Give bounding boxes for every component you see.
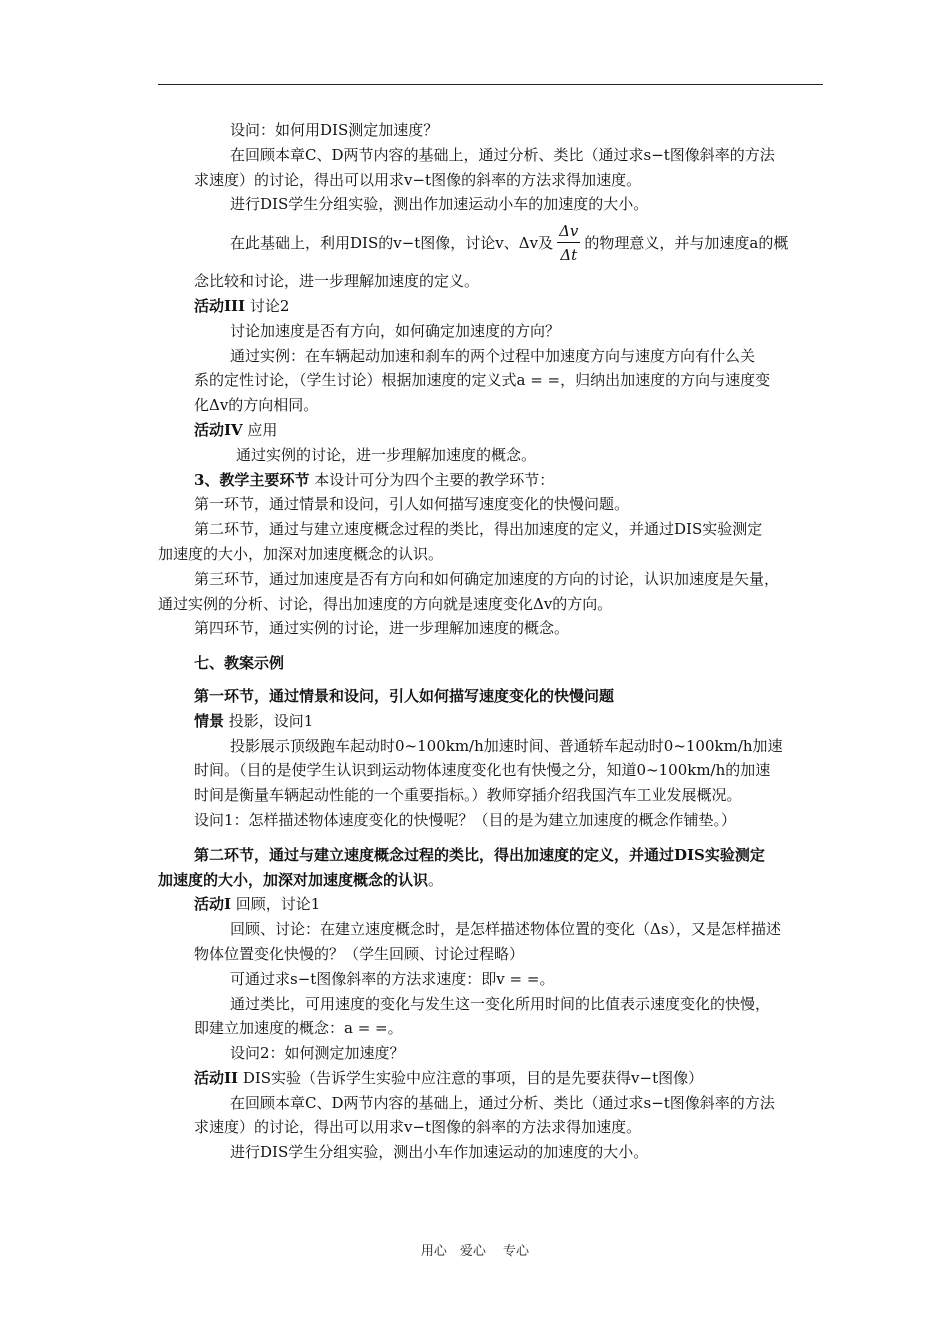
paragraph: 物体位置变化快慢的？（学生回顾、讨论过程略） xyxy=(194,944,525,963)
activity-title: DIS实验（告诉学生实验中应注意的事项，目的是先要获得v−t图像） xyxy=(238,1068,704,1087)
paragraph: 时间。（目的是使学生认识到运动物体速度变化也有快慢之分，知道0~100km/h的加速 xyxy=(194,761,771,780)
paragraph: 在回顾本章C、D两节内容的基础上，通过分析、类比（通过求s−t图像斜率的方法 xyxy=(230,1093,775,1112)
stage-heading: 第一环节，通过情景和设问，引人如何描写速度变化的快慢问题 xyxy=(194,686,615,705)
paragraph: 可通过求s−t图像斜率的方法求速度：即v = =。 xyxy=(230,969,555,988)
page-footer: 用心 爱心 专心 xyxy=(420,1244,530,1259)
paragraph: 第二环节，通过与建立速度概念过程的类比，得出加速度的定义，并通过DIS实验测定 xyxy=(194,520,763,539)
activity-title: 回顾，讨论1 xyxy=(231,895,321,914)
section-text: 本设计可分为四个主要的教学环节： xyxy=(309,470,555,489)
paragraph: 第一环节，通过情景和设问，引人如何描写速度变化的快慢问题。 xyxy=(194,495,630,514)
stage-heading-period: 。 xyxy=(428,870,444,889)
paragraph: 求速度）的讨论，得出可以用求v−t图像的斜率的方法求得加速度。 xyxy=(194,170,642,189)
paragraph: 即建立加速度的概念：a = =。 xyxy=(194,1019,403,1038)
paragraph: 加速度的大小，加深对加速度概念的认识。 xyxy=(158,544,444,563)
activity-heading xyxy=(158,709,826,734)
activity-label: 活动III xyxy=(194,296,246,315)
fraction-denominator: Δt xyxy=(560,246,578,265)
activity-title: 讨论2 xyxy=(245,296,290,315)
paragraph: 讨论加速度是否有方向，如何确定加速度的方向？ xyxy=(230,321,561,340)
paragraph: 求速度）的讨论，得出可以用求v−t图像的斜率的方法求得加速度。 xyxy=(194,1118,642,1137)
activity-heading xyxy=(158,294,826,319)
text-run: 在此基础上，利用DIS的v−t图像，讨论v、Δv及 xyxy=(230,233,554,252)
paragraph: 进行DIS学生分组实验，测出作加速运动小车的加速度的大小。 xyxy=(230,195,649,214)
fraction-dv-dt xyxy=(557,222,580,264)
paragraph: 通过实例的讨论，进一步理解加速度的概念。 xyxy=(236,445,537,464)
paragraph: 念比较和讨论，进一步理解加速度的定义。 xyxy=(194,272,480,291)
paragraph: 通过实例的分析、讨论，得出加速度的方向就是速度变化Δv的方向。 xyxy=(158,594,613,613)
activity-label: 活动II xyxy=(194,1068,239,1087)
activity-label: 情景 xyxy=(194,711,225,730)
paragraph: 时间是衡量车辆起动性能的一个重要指标。）教师穿插介绍我国汽车工业发展概况。 xyxy=(194,786,742,805)
paragraph: 投影展示顶级跑车起动时0~100km/h加速时间、普通轿车起动时0~100km/h加速 xyxy=(230,736,783,755)
paragraph: 进行DIS学生分组实验，测出小车作加速运动的加速度的大小。 xyxy=(230,1143,649,1162)
paragraph: 系的定性讨论，（学生讨论）根据加速度的定义式a = =，归纳出加速度的方向与速度变 xyxy=(194,371,771,390)
document-body xyxy=(158,118,826,1165)
activity-label: 活动IV xyxy=(194,420,243,439)
activity-heading xyxy=(158,1066,826,1091)
paragraph: 化Δv的方向相同。 xyxy=(194,396,319,415)
activity-title: 应用 xyxy=(242,420,278,439)
paragraph: 回顾、讨论：在建立速度概念时，是怎样描述物体位置的变化（Δs），又是怎样描述 xyxy=(230,920,782,939)
header-rule xyxy=(158,84,823,85)
stage-heading: 第二环节，通过与建立速度概念过程的类比，得出加速度的定义，并通过DIS实验测定 xyxy=(194,845,765,864)
paragraph: 通过类比，可用速度的变化与发生这一变化所用时间的比值表示速度变化的快慢， xyxy=(230,994,771,1013)
paragraph-with-fraction xyxy=(158,217,826,269)
paragraph: 第四环节，通过实例的讨论，进一步理解加速度的概念。 xyxy=(194,619,570,638)
paragraph: 通过实例：在车辆起动加速和刹车的两个过程中加速度方向与速度方向有什么关 xyxy=(230,346,756,365)
paragraph: 设问：如何用DIS测定加速度？ xyxy=(230,121,439,139)
section-label: 3、教学主要环节 xyxy=(194,470,310,489)
stage-heading-text: 加速度的大小，加深对加速度概念的认识 xyxy=(158,870,429,889)
paragraph: 在回顾本章C、D两节内容的基础上，通过分析、类比（通过求s−t图像斜率的方法 xyxy=(230,145,775,164)
activity-heading xyxy=(158,418,826,443)
stage-heading-continued xyxy=(158,868,826,893)
section-heading xyxy=(158,468,826,493)
activity-title: 投影，设问1 xyxy=(224,711,314,730)
paragraph: 设问1：怎样描述物体速度变化的快慢呢？（目的是为建立加速度的概念作铺垫。） xyxy=(194,810,737,829)
paragraph: 设问2：如何测定加速度？ xyxy=(230,1044,405,1063)
text-run: 的物理意义，并与加速度a的概 xyxy=(584,233,789,252)
fraction-numerator: Δv xyxy=(557,222,580,243)
paragraph: 第三环节，通过加速度是否有方向和如何确定加速度的方向的讨论，认识加速度是矢量， xyxy=(194,569,780,588)
activity-label: 活动I xyxy=(194,895,232,914)
activity-heading xyxy=(158,892,826,917)
chapter-heading: 七、教案示例 xyxy=(194,654,285,673)
